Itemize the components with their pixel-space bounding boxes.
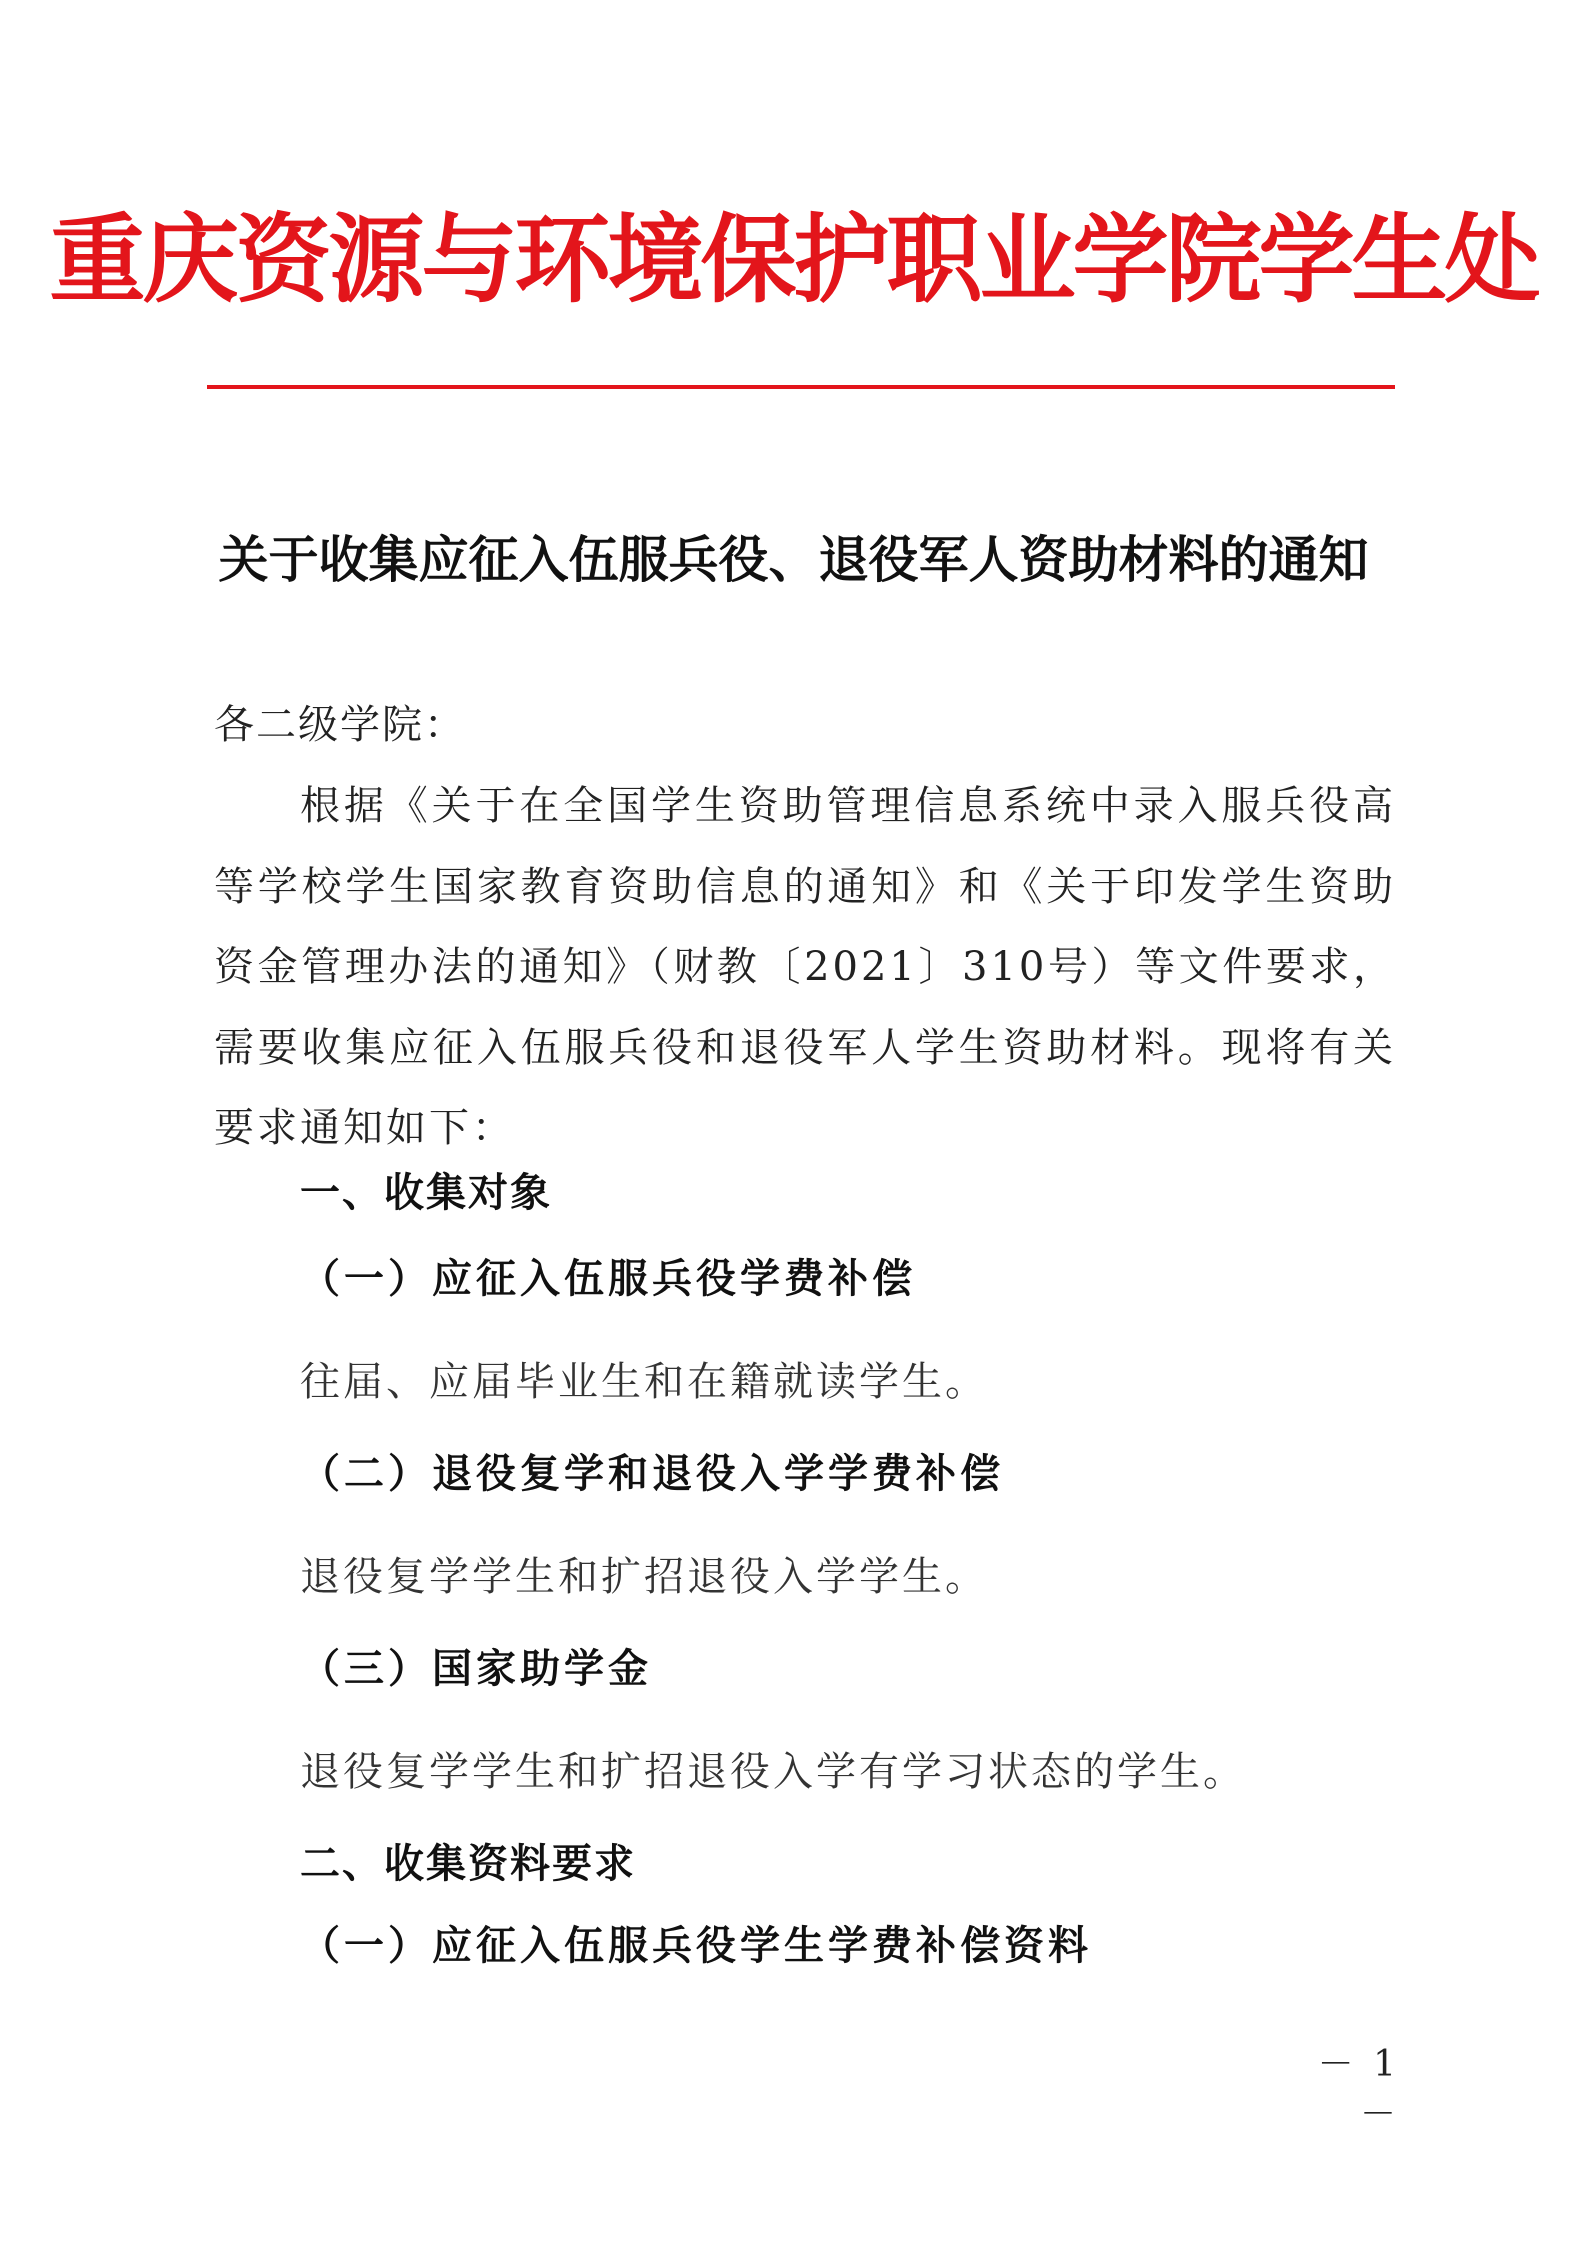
subsection-heading-2-1: （一）应征入伍服兵役学生学费补偿资料 bbox=[300, 1923, 1092, 1969]
letterhead-red-rule bbox=[207, 385, 1395, 389]
section-heading-1: 一、收集对象 bbox=[300, 1170, 552, 1216]
subsection-text-1-2: 退役复学学生和扩招退役入学学生。 bbox=[300, 1554, 988, 1600]
page-number: － 1 － bbox=[1317, 2044, 1400, 2135]
subsection-text-1-3: 退役复学学生和扩招退役入学有学习状态的学生。 bbox=[300, 1749, 1246, 1795]
subsection-heading-1-1: （一）应征入伍服兵役学费补偿 bbox=[300, 1256, 916, 1302]
subsection-heading-1-3: （三）国家助学金 bbox=[300, 1646, 652, 1692]
intro-paragraph: 根据《关于在全国学生资助管理信息系统中录入服兵役高等学校学生国家教育资助信息的通知》和《关于印发学生资助资金管理办法的通知》（财教〔2021〕310号）等文件要求，需要收集应征入伍服兵役和退役军人学生资助材料。现将有关要求通知如下： bbox=[214, 783, 1396, 1151]
document-title: 关于收集应征入伍服兵役、退役军人资助材料的通知 bbox=[218, 530, 1369, 589]
letterhead-title: 重庆资源与环境保护职业学院学生处 bbox=[49, 204, 1538, 316]
subsection-text-1-1: 往届、应届毕业生和在籍就读学生。 bbox=[300, 1359, 988, 1405]
section-heading-2: 二、收集资料要求 bbox=[300, 1841, 636, 1887]
subsection-heading-1-2: （二）退役复学和退役入学学费补偿 bbox=[300, 1451, 1004, 1497]
salutation: 各二级学院： bbox=[214, 702, 466, 748]
